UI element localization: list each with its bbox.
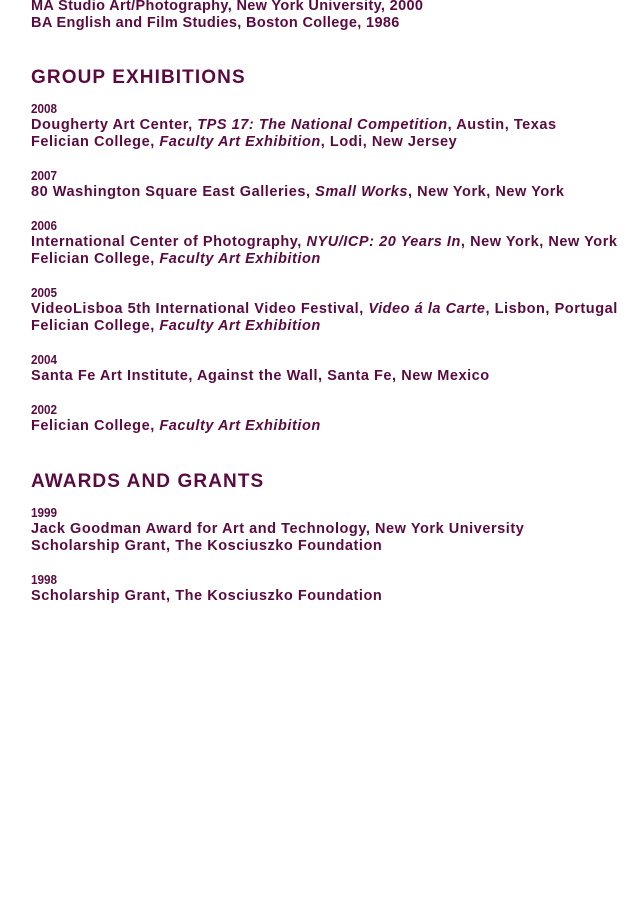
award-entry: Scholarship Grant, The Kosciuszko Foundation [31,588,383,604]
year-label: 2004 [31,352,58,367]
awards-section [31,471,640,605]
section-heading-awards: AWARDS AND GRANTS [31,471,265,492]
cv-page [31,0,640,605]
year-label: 2008 [31,101,58,116]
year-label: 2006 [31,218,58,233]
exhibition-year-group [31,352,640,385]
education-section [31,0,640,32]
education-line: BA English and Film Studies, Boston College, 1986 [31,15,400,31]
exhibition-year-group [31,101,640,151]
section-heading-group-exhibitions: GROUP EXHIBITIONS [31,67,246,88]
education-line: MA Studio Art/Photography, New York University, 2000 [31,0,424,14]
year-label: 2007 [31,168,58,183]
year-label: 1999 [31,505,58,520]
exhibition-entry: 80 Washington Square East Galleries, Small Works, New York, New York [31,184,565,200]
year-label: 2005 [31,285,58,300]
award-entry: Scholarship Grant, The Kosciuszko Foundation [31,538,383,554]
exhibition-entry: Felician College, Faculty Art Exhibition [31,251,321,267]
exhibition-year-group [31,168,640,201]
exhibition-entry: International Center of Photography, NYU/ICP: 20 Years In, New York, New York [31,234,618,250]
exhibition-entry: Santa Fe Art Institute, Against the Wall, Santa Fe, New Mexico [31,368,490,384]
exhibition-year-group [31,402,640,435]
exhibition-year-group [31,285,640,335]
award-year-group [31,505,640,555]
group-exhibitions-section [31,67,640,435]
exhibition-entry: Felician College, Faculty Art Exhibition [31,318,321,334]
award-year-group [31,572,640,605]
year-label: 2002 [31,402,58,417]
exhibition-year-group [31,218,640,268]
exhibition-entry: Felician College, Faculty Art Exhibition, Lodi, New Jersey [31,134,458,150]
year-label: 1998 [31,572,58,587]
exhibition-entry: Felician College, Faculty Art Exhibition [31,418,321,434]
award-entry: Jack Goodman Award for Art and Technology, New York University [31,521,525,537]
exhibition-entry: Dougherty Art Center, TPS 17: The National Competition, Austin, Texas [31,117,557,133]
exhibition-entry: VideoLisboa 5th International Video Festival, Video á la Carte, Lisbon, Portugal [31,301,618,317]
